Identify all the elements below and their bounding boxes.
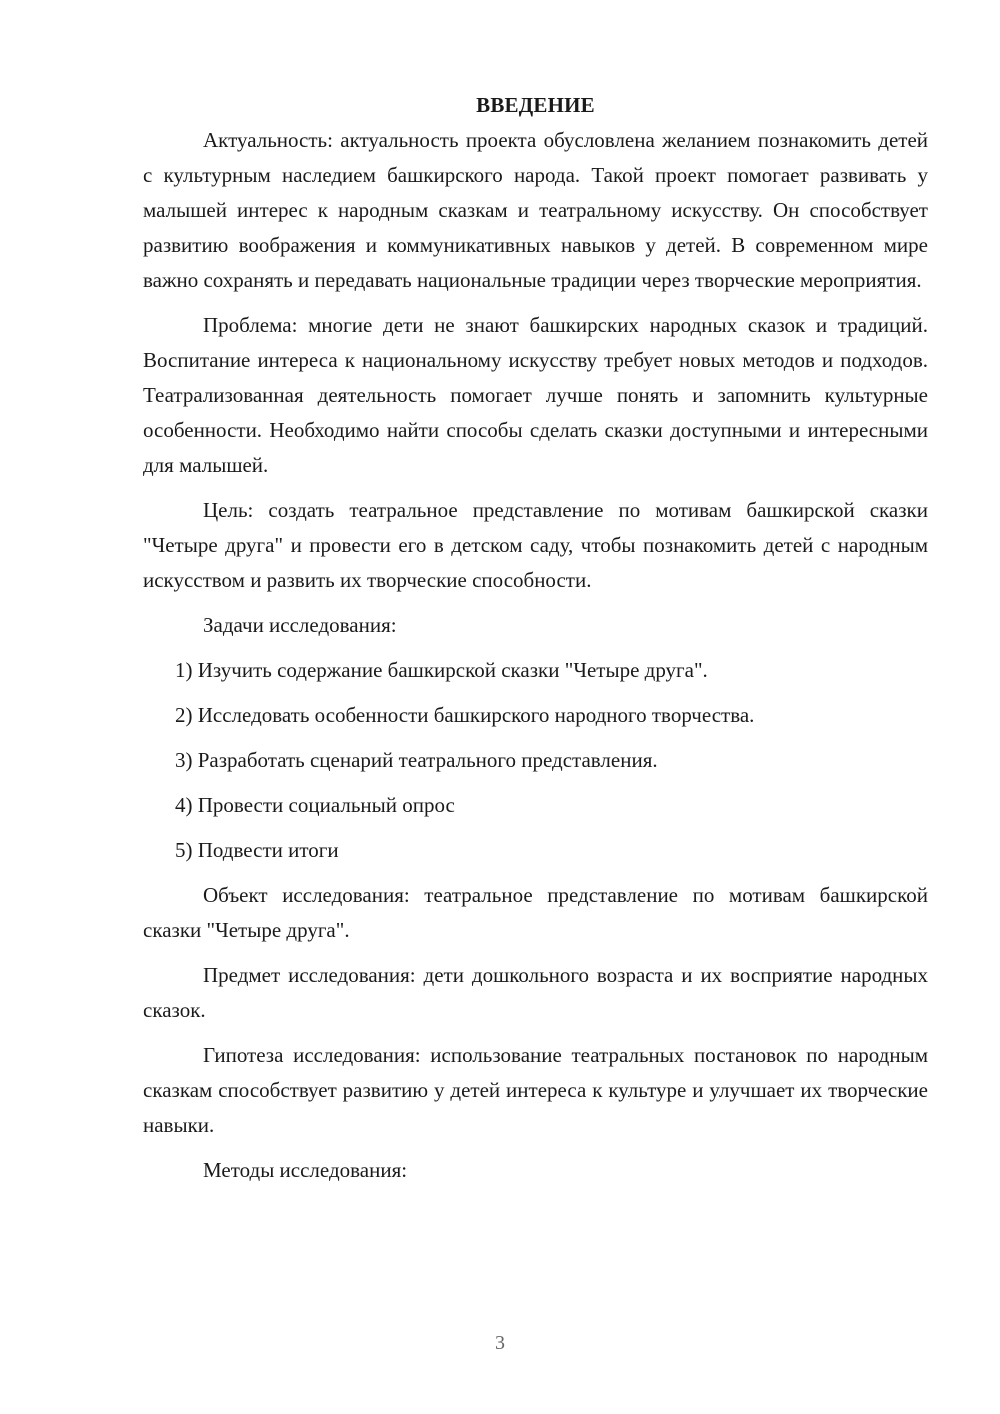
- page-number: 3: [495, 1332, 505, 1354]
- list-item: 5) Подвести итоги: [175, 838, 339, 862]
- tasks-title: Задачи исследования:: [203, 613, 397, 637]
- section-heading: ВВЕДЕНИЕ: [476, 93, 595, 117]
- subject-paragraph: Предмет исследования: дети дошкольного возраста и их восприятие народных сказок.: [143, 963, 928, 1022]
- hypothesis-paragraph: Гипотеза исследования: использование театральных постановок по народным сказкам способствует развитию у детей интереса к культуре и улучшает их творческие навыки.: [143, 1043, 928, 1137]
- list-item: 3) Разработать сценарий театрального представления.: [175, 748, 658, 772]
- methods-title: Методы исследования:: [203, 1158, 408, 1182]
- list-item: 2) Исследовать особенности башкирского народного творчества.: [175, 703, 755, 727]
- tasks-list: [143, 653, 928, 868]
- problem-paragraph: Проблема: многие дети не знают башкирских народных сказок и традиций. Воспитание интереса к национальному искусству требует новых методов и подходов. Театрализованная деятельность помогает лучше понять и запомнить культурные особенности. Необходимо найти способы сделать сказки доступными и интересными для малышей.: [143, 313, 928, 477]
- goal-paragraph: Цель: создать театральное представление по мотивам башкирской сказки "Четыре друга" и провести его в детском саду, чтобы познакомить детей с народным искусством и развить их творческие способности.: [143, 498, 928, 592]
- document-page: [143, 88, 928, 1198]
- relevance-paragraph: Актуальность: актуальность проекта обусловлена желанием познакомить детей с культурным наследием башкирского народа. Такой проект помогает развивать у малышей интерес к народным сказкам и театральному искусству. Он способствует развитию воображения и коммуникативных навыков у детей. В современном мире важно сохранять и передавать национальные традиции через творческие мероприятия.: [143, 128, 928, 292]
- list-item: 1) Изучить содержание башкирской сказки "Четыре друга".: [175, 658, 708, 682]
- list-item: 4) Провести социальный опрос: [175, 793, 455, 817]
- object-paragraph: Объект исследования: театральное представление по мотивам башкирской сказки "Четыре друга".: [143, 883, 928, 942]
